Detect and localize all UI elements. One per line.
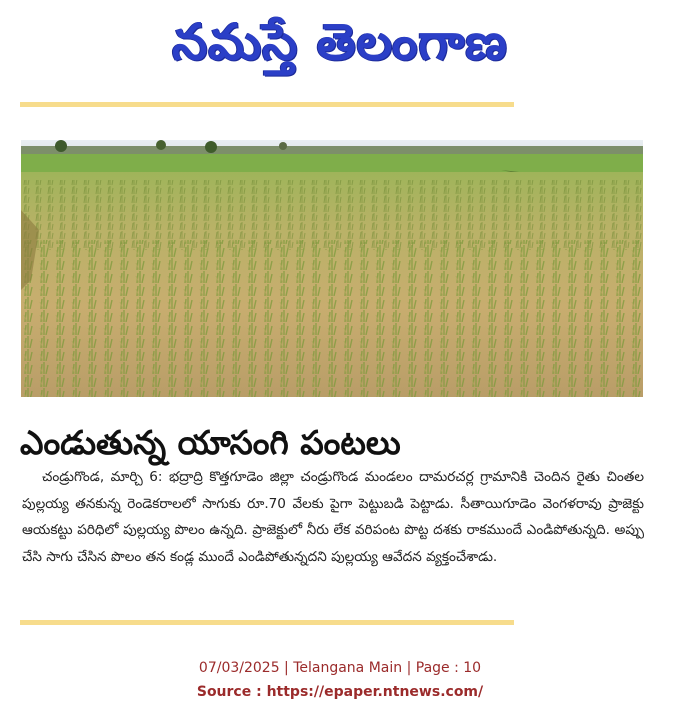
masthead-title: నమస్తే తెలంగాణ [172,13,508,71]
article-photo [21,140,643,397]
bottom-divider [20,620,514,625]
footer-date-edition: 07/03/2025 | Telangana Main | Page : 10 [198,660,482,676]
footer-source: Source : https://epaper.ntnews.com/ [196,684,484,700]
top-divider [20,102,514,107]
article-body: చండ్రుగొండ, మార్చి 6: భద్రాద్రి కొత్తగూడెం జిల్లా చండ్రుగొండ మండలం దామరచర్ల గ్రామానికి చెందిన రైతు చింతల పుల్లయ్య తనకున్న రెండెకరాలలో సాగుకు రూ.70 వేలకు పైగా పెట్టుబడి పెట్టాడు. సీతాయిగూడెం వెంగళరావు ప్రాజెక్టు ఆయకట్టు పరిధిలో పుల్లయ్య పొలం ఉన్నది. ప్రాజెక్టులో నీరు లేక వరిపంట పొట్ట దశకు రాకముందే ఎండిపోతున్నది. అప్పు చేసి సాగు చేసిన పొలం తన కండ్ల ముందే ఎండిపోతున్నదని పుల్లయ్య ఆవేదన వ్యక్తంచేశాడు. [22,469,644,565]
article-headline: ఎండుతున్న యాసంగి పంటలు [20,423,401,462]
